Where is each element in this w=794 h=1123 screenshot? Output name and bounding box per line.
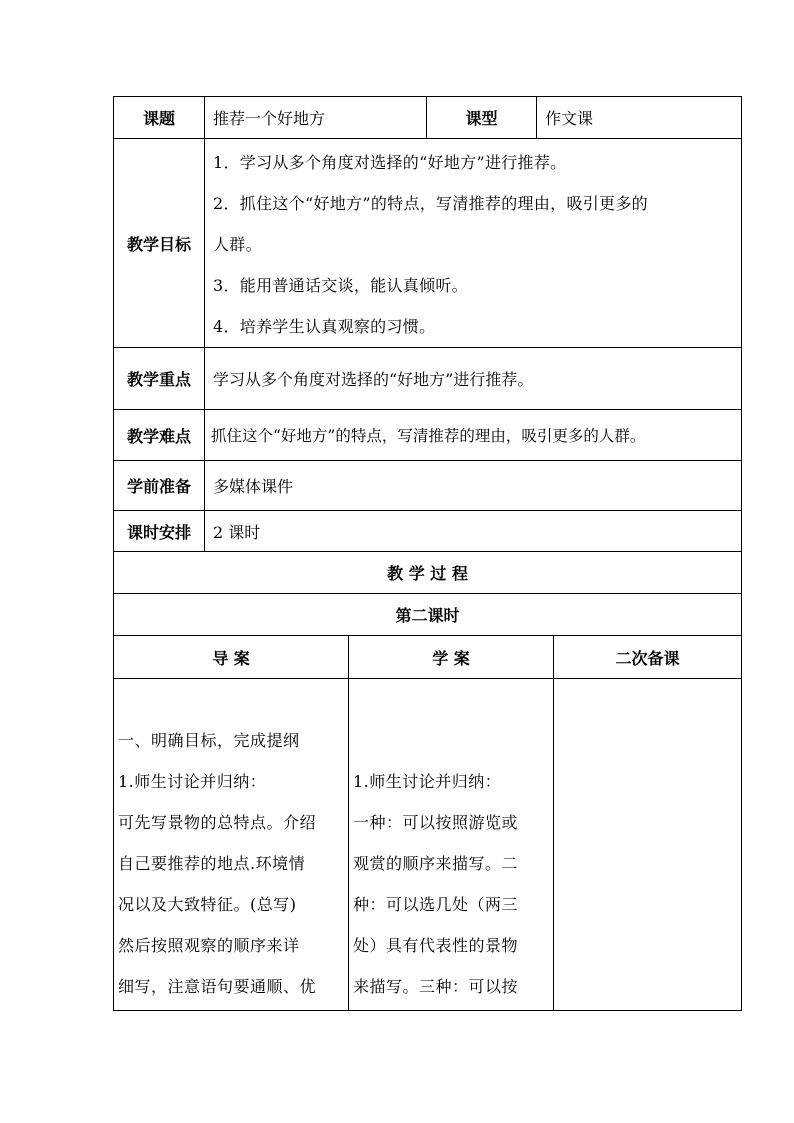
- content-row: [114, 679, 742, 1011]
- process-title-row: [114, 552, 742, 594]
- guide-content: [114, 679, 349, 1011]
- prep-row: [114, 461, 742, 511]
- study-header: 学 案: [349, 636, 554, 679]
- topic-value: 推荐一个好地方: [205, 97, 427, 139]
- goal-line: 2．抓住这个“好地方”的特点，写清推荐的理由，吸引更多的: [213, 193, 648, 213]
- goal-line: 1．学习从多个角度对选择的“好地方”进行推荐。: [213, 152, 567, 172]
- key-point-value: 学习从多个角度对选择的“好地方”进行推荐。: [205, 348, 742, 410]
- guide-line: 自己要推荐的地点.环境情: [118, 854, 306, 873]
- type-value: 作文课: [537, 97, 742, 139]
- column-header-row: [114, 636, 742, 679]
- lesson-title: 第二课时: [114, 594, 742, 636]
- guide-line: 然后按照观察的顺序来详: [118, 936, 300, 955]
- study-line: 一种：可以按照游览或: [353, 813, 519, 832]
- prep-value: 多媒体课件: [205, 461, 742, 511]
- schedule-value: 2 课时: [205, 511, 742, 552]
- goals-content: [205, 139, 742, 348]
- teaching-process-table: [113, 551, 742, 1011]
- type-label: 课型: [427, 97, 537, 139]
- goal-line: 人群。: [213, 234, 262, 254]
- study-line: 来描写。三种：可以按: [353, 977, 519, 996]
- schedule-label: 课时安排: [114, 511, 205, 552]
- schedule-row: [114, 511, 742, 552]
- goal-line: 4．培养学生认真观察的习惯。: [213, 316, 436, 336]
- study-line: 处）具有代表性的景物: [353, 936, 519, 955]
- goals-label: 教学目标: [114, 139, 205, 348]
- topic-label: 课题: [114, 97, 205, 139]
- guide-line: 1.师生讨论并归纳：: [118, 772, 267, 791]
- guide-line: 一、明确目标，完成提纲: [118, 731, 300, 750]
- study-line: 1.师生讨论并归纳：: [353, 772, 502, 791]
- goals-row: [114, 139, 742, 348]
- difficulty-label: 教学难点: [114, 410, 205, 461]
- second-prep-header: 二次备课: [554, 636, 742, 679]
- process-title: 教 学 过 程: [114, 552, 742, 594]
- guide-header: 导 案: [114, 636, 349, 679]
- study-line: 种：可以选几处（两三: [353, 895, 519, 914]
- lesson-title-row: [114, 594, 742, 636]
- second-prep-content: [554, 679, 742, 1011]
- lesson-info-table: [113, 96, 742, 552]
- difficulty-row: [114, 410, 742, 461]
- study-line: 观赏的顺序来描写。二: [353, 854, 519, 873]
- prep-label: 学前准备: [114, 461, 205, 511]
- key-point-row: [114, 348, 742, 410]
- guide-line: 况以及大致特征。(总写): [118, 895, 297, 914]
- guide-line: 可先写景物的总特点。介绍: [118, 813, 317, 832]
- guide-line: 细写，注意语句要通顺、优: [118, 977, 317, 996]
- study-content: [349, 679, 554, 1011]
- goal-line: 3．能用普通话交谈，能认真倾听。: [213, 275, 468, 295]
- key-point-label: 教学重点: [114, 348, 205, 410]
- difficulty-value: 抓住这个“好地方”的特点，写清推荐的理由，吸引更多的人群。: [205, 410, 742, 461]
- topic-row: [114, 97, 742, 139]
